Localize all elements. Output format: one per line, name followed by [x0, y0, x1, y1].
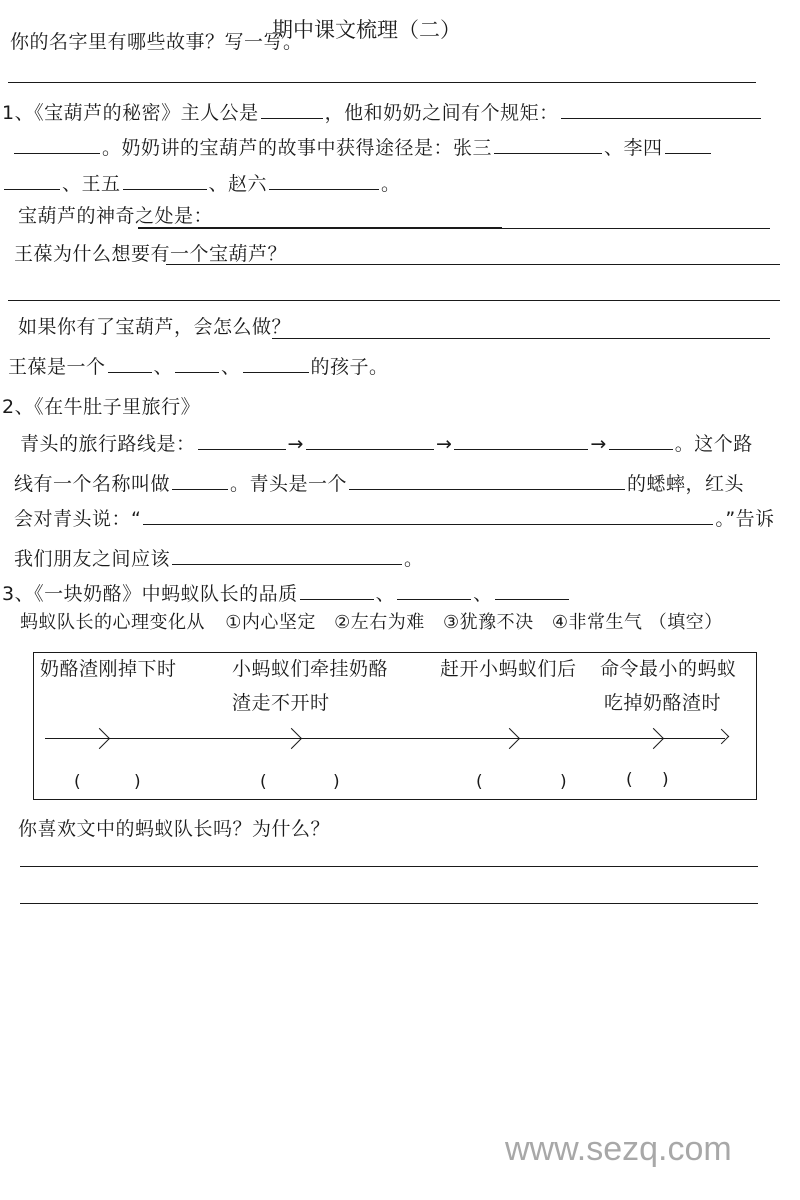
mood-label: 蚂蚁队长的心理变化从 — [20, 612, 205, 633]
if-question: 如果你有了宝葫芦，会怎么做？ — [18, 316, 292, 338]
line-ext — [505, 300, 780, 301]
magic-question: 宝葫芦的神奇之处是： — [18, 205, 214, 227]
answer-paren-open-4: ( — [626, 770, 633, 790]
section1-row3 — [2, 173, 401, 194]
zhangsan-blank[interactable] — [494, 137, 602, 154]
timeline-label-4: 命令最小的蚂蚁 — [600, 658, 737, 680]
period: 。 — [404, 548, 424, 570]
said-label: 会对青头说：“ — [14, 508, 142, 530]
answer-paren-close-4[interactable]: ) — [662, 770, 669, 790]
character-suffix: 的孩子。 — [310, 356, 389, 378]
fill-note: （填空） — [648, 612, 723, 633]
option-4: ④非常生气 — [551, 612, 643, 633]
trait-blank-3[interactable] — [243, 356, 309, 373]
rule-blank-cont[interactable] — [14, 137, 100, 154]
lisi-blank-cont[interactable] — [4, 173, 60, 190]
arrow-icon: → — [287, 433, 304, 455]
quality-blank-2[interactable] — [397, 583, 471, 600]
timeline-label-4b: 吃掉奶酪渣时 — [604, 692, 722, 714]
rule-blank[interactable] — [561, 102, 761, 119]
section2-heading: 2、《在牛肚子里旅行》 — [2, 396, 201, 418]
separator: 、 — [153, 356, 174, 378]
mood-row — [20, 614, 723, 632]
route-row — [20, 433, 753, 454]
timeline-label-1: 奶酪渣刚掉下时 — [40, 658, 177, 680]
character-prefix: 王葆是一个 — [8, 356, 106, 378]
said-row — [14, 508, 775, 529]
trait-blank-1[interactable] — [108, 356, 152, 373]
route-name-blank[interactable] — [172, 473, 228, 490]
timeline-axis — [45, 738, 725, 739]
answer-paren-open-2: ( — [260, 772, 267, 792]
separator: 、 — [375, 583, 396, 605]
route-name-row — [14, 473, 744, 494]
line-ext — [505, 264, 780, 265]
option-1: ①内心坚定 — [225, 612, 316, 633]
wangwu-blank[interactable] — [123, 173, 207, 190]
lisi-blank[interactable] — [665, 137, 711, 154]
timeline-label-2b: 渣走不开时 — [232, 692, 330, 714]
watermark: www.sezq.com — [505, 1130, 732, 1168]
section1-row2 — [12, 137, 713, 158]
route-blank-1[interactable] — [198, 433, 286, 450]
line-ext — [500, 228, 770, 229]
option-3: ③犹豫不决 — [442, 612, 534, 633]
zhaoliu-blank[interactable] — [269, 173, 379, 190]
route-end: 。这个路 — [674, 433, 753, 455]
like-answer-line-1[interactable] — [20, 866, 496, 867]
line-ext — [490, 903, 758, 904]
arrow-icon: → — [590, 433, 607, 455]
line-ext — [490, 866, 758, 867]
cricket-blank[interactable] — [349, 473, 625, 490]
lisi-label: 、李四 — [604, 137, 663, 159]
answer-paren-open-3: ( — [476, 772, 483, 792]
separator: 、 — [473, 583, 493, 605]
section1-heading: 1、《宝葫芦的秘密》主人公是 — [2, 102, 259, 124]
answer-paren-open-1: ( — [74, 772, 81, 792]
cricket-label: 的蟋蟀，红头 — [627, 473, 745, 495]
why-answer-line[interactable] — [166, 264, 509, 265]
page-title: 期中课文梳理（二） — [272, 18, 461, 42]
rule-label: ，他和奶奶之间有个规矩： — [324, 102, 559, 124]
answer-paren-close-3[interactable]: ) — [560, 772, 567, 792]
route-label: 青头的旅行路线是： — [20, 433, 196, 455]
separator: 、 — [221, 356, 241, 378]
tells-label: 。”告诉 — [715, 508, 775, 530]
answer-line[interactable] — [8, 82, 756, 83]
answer-paren-close-2[interactable]: ) — [333, 772, 340, 792]
why-question: 王葆为什么想要有一个宝葫芦？ — [14, 243, 288, 265]
route-blank-3[interactable] — [454, 433, 588, 450]
character-row — [8, 356, 389, 377]
arrow-icon: → — [435, 433, 453, 455]
if-answer-line[interactable] — [272, 338, 512, 339]
trait-blank-2[interactable] — [175, 356, 219, 373]
like-answer-line-2[interactable] — [20, 903, 498, 904]
friends-label: 我们朋友之间应该 — [14, 548, 171, 570]
friends-row — [14, 548, 424, 569]
protagonist-blank[interactable] — [261, 102, 323, 119]
why-answer-line-2[interactable] — [8, 300, 510, 301]
route-blank-4[interactable] — [609, 433, 673, 450]
route-blank-2[interactable] — [306, 433, 434, 450]
quality-blank-1[interactable] — [300, 583, 374, 600]
like-question: 你喜欢文中的蚂蚁队长吗？为什么？ — [18, 818, 331, 840]
said-blank[interactable] — [143, 508, 713, 525]
zhaoliu-label: 、赵六 — [208, 173, 268, 195]
section3-heading: 3、《一块奶酪》中蚂蚁队长的品质 — [2, 583, 298, 605]
name-label: 线有一个名称叫做 — [14, 473, 171, 495]
line-ext — [508, 338, 770, 339]
timeline-label-3: 赶开小蚂蚁们后 — [440, 658, 577, 680]
friends-blank[interactable] — [172, 548, 402, 565]
timeline-label-2: 小蚂蚁们牵挂奶酪 — [232, 658, 389, 680]
option-2: ②左右为难 — [334, 612, 425, 633]
quality-blank-3[interactable] — [495, 583, 569, 600]
wangwu-label: 、王五 — [62, 173, 121, 195]
section3-row — [2, 583, 571, 604]
intro-question: 你的名字里有哪些故事？写一写。 — [10, 31, 303, 53]
section1-row1 — [2, 102, 763, 123]
qingtou-label: 。青头是一个 — [230, 473, 348, 495]
story-label: 。奶奶讲的宝葫芦的故事中获得途径是：张三 — [102, 137, 493, 159]
answer-paren-close-1[interactable]: ) — [134, 772, 141, 792]
period: 。 — [381, 173, 401, 195]
